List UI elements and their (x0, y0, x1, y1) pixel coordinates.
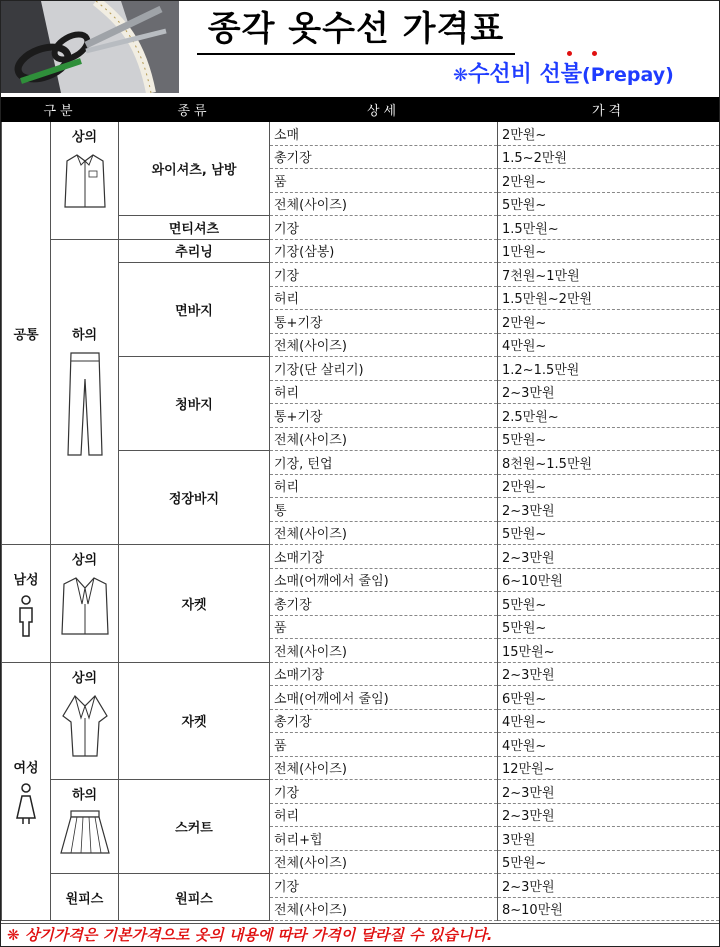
type-dress: 원피스 (119, 874, 270, 921)
type-shirt: 와이셔츠, 남방 (119, 122, 270, 216)
skirt-icon (59, 809, 111, 857)
detail-cell: 통+기장 (270, 404, 498, 428)
detail-cell: 소매기장 (270, 662, 498, 686)
type-training: 추리닝 (119, 239, 270, 263)
detail-cell: 허리 (270, 380, 498, 404)
table-row (2, 662, 720, 686)
price-cell: 2만원~ (498, 474, 720, 498)
detail-cell: 전체(사이즈) (270, 521, 498, 545)
type-skirt: 스커트 (119, 780, 270, 874)
detail-cell: 전체(사이즈) (270, 756, 498, 780)
price-cell: 15만원~ (498, 639, 720, 663)
price-cell: 6~10만원 (498, 568, 720, 592)
type-tshirt: 면티셔츠 (119, 216, 270, 240)
asterisk-icon: ❋ (7, 926, 20, 944)
detail-cell: 기장 (270, 780, 498, 804)
emphasis-dot (592, 51, 597, 56)
prepay-notice (453, 57, 674, 88)
price-cell: 5만원~ (498, 521, 720, 545)
detail-cell: 허리 (270, 286, 498, 310)
col-header-group: 구분 (2, 98, 119, 122)
group-female (2, 662, 51, 921)
col-header-detail: 상세 (270, 98, 498, 122)
detail-cell: 기장(단 살리기) (270, 357, 498, 381)
price-cell: 8천원~1.5만원 (498, 451, 720, 475)
table-row (2, 122, 720, 146)
detail-cell: 소매 (270, 122, 498, 146)
price-cell: 5만원~ (498, 615, 720, 639)
price-cell: 2~3만원 (498, 380, 720, 404)
detail-cell: 통+기장 (270, 310, 498, 334)
asterisk-icon: ❋ (453, 65, 469, 86)
col-header-type: 종류 (119, 98, 270, 122)
prepay-text: 수선비 선불 (468, 62, 583, 87)
detail-cell: 전체(사이즈) (270, 850, 498, 874)
detail-cell: 기장, 턴업 (270, 451, 498, 475)
price-cell: 5만원~ (498, 592, 720, 616)
shirt-icon (63, 151, 107, 211)
price-cell: 5만원~ (498, 850, 720, 874)
header (1, 1, 719, 93)
detail-cell: 전체(사이즈) (270, 639, 498, 663)
detail-cell: 전체(사이즈) (270, 333, 498, 357)
detail-cell: 기장 (270, 263, 498, 287)
price-cell: 2만원~ (498, 310, 720, 334)
price-table-wrap (1, 97, 719, 921)
detail-cell: 소매기장 (270, 545, 498, 569)
price-cell: 2.5만원~ (498, 404, 720, 428)
table-row (2, 239, 720, 263)
group-label: 남성 (13, 572, 39, 588)
price-cell: 5만원~ (498, 192, 720, 216)
type-cotton-pants: 면바지 (119, 263, 270, 357)
scissors-tape-illustration (1, 1, 179, 93)
footer-note-text: 상기가격은 기본가격으로 옷의 내용에 따라 가격이 달라질 수 있습니다. (24, 926, 493, 944)
tailor-tools-photo (1, 1, 179, 93)
type-female-jacket: 자켓 (119, 662, 270, 780)
group-common (2, 122, 51, 545)
footer-note (1, 923, 719, 946)
detail-cell: 전체(사이즈) (270, 427, 498, 451)
detail-cell: 기장 (270, 216, 498, 240)
detail-cell: 전체(사이즈) (270, 897, 498, 921)
price-cell: 1.2~1.5만원 (498, 357, 720, 381)
price-cell: 4만원~ (498, 333, 720, 357)
category-male-top (51, 545, 119, 663)
detail-cell: 기장(삼봉) (270, 239, 498, 263)
category-label: 상의 (71, 553, 98, 568)
category-female-top (51, 662, 119, 780)
price-cell: 2~3만원 (498, 662, 720, 686)
category-female-bottom (51, 780, 119, 874)
price-cell: 2만원~ (498, 122, 720, 146)
category-female-dress: 원피스 (51, 874, 119, 921)
group-label: 공통 (13, 327, 39, 343)
category-label: 상의 (71, 670, 98, 686)
price-cell: 6만원~ (498, 686, 720, 710)
detail-cell: 총기장 (270, 709, 498, 733)
pants-icon (65, 349, 105, 459)
price-cell: 2만원~ (498, 169, 720, 193)
detail-cell: 기장 (270, 874, 498, 898)
detail-cell: 허리+힙 (270, 827, 498, 851)
detail-cell: 통 (270, 498, 498, 522)
price-cell: 5만원~ (498, 427, 720, 451)
detail-cell: 전체(사이즈) (270, 192, 498, 216)
prepay-english: (Prepay) (582, 64, 674, 86)
detail-cell: 허리 (270, 803, 498, 827)
price-cell: 2~3만원 (498, 780, 720, 804)
price-cell: 7천원~1만원 (498, 263, 720, 287)
price-cell: 1.5만원~2만원 (498, 286, 720, 310)
price-cell: 1.5~2만원 (498, 145, 720, 169)
detail-cell: 소매(어깨에서 줄임) (270, 568, 498, 592)
detail-cell: 품 (270, 169, 498, 193)
emphasis-dot (567, 51, 572, 56)
category-label: 상의 (71, 130, 98, 145)
table-row (2, 780, 720, 804)
price-table (1, 97, 720, 921)
table-row (2, 874, 720, 898)
detail-cell: 소매(어깨에서 줄임) (270, 686, 498, 710)
detail-cell: 총기장 (270, 145, 498, 169)
price-cell: 2~3만원 (498, 498, 720, 522)
col-header-price: 가격 (498, 98, 720, 122)
page-title: 종각 옷수선 가격표 (197, 7, 515, 55)
type-male-jacket: 자켓 (119, 545, 270, 663)
category-label: 하의 (71, 328, 98, 344)
detail-cell: 총기장 (270, 592, 498, 616)
price-cell: 2~3만원 (498, 803, 720, 827)
female-person-icon (15, 782, 37, 826)
category-common-bottom (51, 239, 119, 545)
price-cell: 4만원~ (498, 709, 720, 733)
group-label: 여성 (13, 760, 39, 776)
jacket-icon (60, 574, 110, 638)
detail-cell: 허리 (270, 474, 498, 498)
blouse-icon (61, 692, 109, 760)
table-header-row (2, 98, 720, 122)
detail-cell: 품 (270, 733, 498, 757)
type-suit-pants: 정장바지 (119, 451, 270, 545)
category-label: 하의 (71, 788, 98, 803)
category-common-top (51, 122, 119, 240)
table-row (2, 545, 720, 569)
price-cell: 3만원 (498, 827, 720, 851)
male-person-icon (16, 594, 36, 638)
price-cell: 2~3만원 (498, 545, 720, 569)
price-cell: 1.5만원~ (498, 216, 720, 240)
price-cell: 12만원~ (498, 756, 720, 780)
group-male (2, 545, 51, 663)
price-cell: 4만원~ (498, 733, 720, 757)
price-cell: 8~10만원 (498, 897, 720, 921)
price-cell: 2~3만원 (498, 874, 720, 898)
detail-cell: 품 (270, 615, 498, 639)
type-jeans: 청바지 (119, 357, 270, 451)
price-cell: 1만원~ (498, 239, 720, 263)
